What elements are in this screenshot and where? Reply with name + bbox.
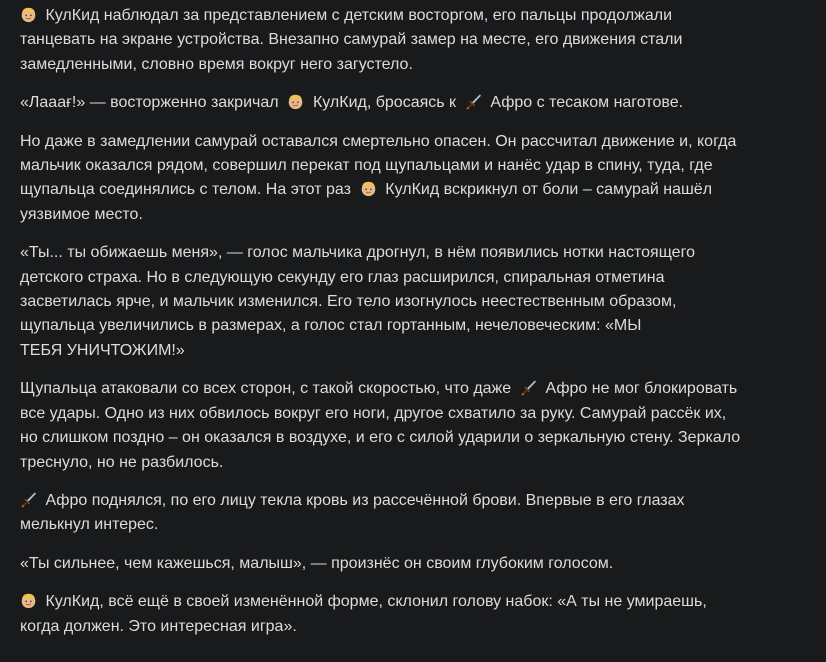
text-segment: ТЕБЯ УНИЧТОЖИМ!»: [20, 341, 185, 359]
text-line: [20, 91, 820, 115]
text-segment: Афро с тесаком наготове.: [490, 94, 684, 112]
dagger-icon: [520, 379, 537, 396]
text-segment: но слишком поздно – он оказался в воздухе, и его с силой ударили о зеркальную стену. Зеркало: [20, 429, 741, 447]
text-line: [20, 451, 820, 475]
text-segment: Афро не мог блокировать: [545, 380, 738, 398]
text-line: [20, 426, 820, 450]
text-segment: щупальца увеличились в размерах, а голос стал гортанным, нечеловеческим: «МЫ: [20, 317, 642, 335]
story-paragraph: [20, 4, 820, 77]
text-segment: КулКид, бросаясь к: [312, 94, 461, 112]
text-line: [20, 489, 820, 513]
text-line: [20, 552, 820, 576]
boy-face-icon: [360, 180, 377, 197]
text-line: [20, 4, 820, 28]
text-line: [20, 203, 820, 227]
story-paragraph: [20, 489, 820, 538]
text-segment: КулКид вскрикнул от боли – самурай нашёл: [385, 181, 713, 199]
text-segment: треснуло, но не разбилось.: [20, 453, 224, 471]
text-line: [20, 154, 820, 178]
text-line: [20, 314, 820, 338]
story-paragraph: [20, 590, 820, 639]
text-segment: мелькнул интерес.: [20, 516, 159, 534]
text-segment: все удары. Одно из них обвилось вокруг его ноги, другое схватило за руку. Самурай рассёк их,: [20, 404, 727, 422]
text-line: [20, 590, 820, 614]
text-segment: замедленными, словно время вокруг него загустело.: [20, 55, 413, 73]
text-line: [20, 290, 820, 314]
boy-face-icon: [287, 93, 304, 110]
text-line: [20, 615, 820, 639]
story-paragraph: [20, 130, 820, 228]
text-line: [20, 28, 820, 52]
text-segment: «Лааағ!» — восторженно закричал: [20, 94, 284, 112]
story-paragraph: [20, 552, 820, 576]
text-segment: щупальца соединялись с телом. На этот раз: [20, 181, 356, 199]
text-segment: Афро поднялся, по его лицу текла кровь из рассечённой брови. Впервые в его глазах: [45, 491, 685, 509]
text-segment: КулКид, всё ещё в своей изменённой форме, склонил голову набок: «А ты не умираешь,: [45, 593, 707, 611]
story-paragraph: [20, 241, 820, 363]
story-paragraph: [20, 377, 820, 475]
text-segment: Щупальца атаковали со всех сторон, с такой скоростью, что даже: [20, 380, 516, 398]
story-paragraph: [20, 91, 820, 115]
text-line: [20, 130, 820, 154]
text-line: [20, 53, 820, 77]
text-segment: засветилась ярче, и мальчик изменился. Его тело изогнулось неестественным образом,: [20, 293, 677, 311]
text-segment: Но даже в замедлении самурай оставался смертельно опасен. Он рассчитал движение и, когда: [20, 132, 737, 150]
text-segment: мальчик оказался рядом, совершил перекат под щупальцами и нанёс удар в спину, туда, где: [20, 157, 713, 175]
text-segment: детского страха. Но в следующую секунду его глаз расширился, спиральная отметина: [20, 268, 665, 286]
dagger-icon: [465, 93, 482, 110]
text-line: [20, 178, 820, 202]
text-segment: «Ты сильнее, чем кажешься, малыш», — произнёс он своим глубоким голосом.: [20, 554, 614, 572]
text-line: [20, 402, 820, 426]
text-line: [20, 377, 820, 401]
text-segment: уязвимое место.: [20, 205, 143, 223]
text-line: [20, 266, 820, 290]
dagger-icon: [20, 491, 37, 508]
text-segment: «Ты... ты обижаешь меня», — голос мальчика дрогнул, в нём появились нотки настоящего: [20, 244, 695, 262]
boy-face-icon: [20, 592, 37, 609]
boy-face-icon: [20, 6, 37, 23]
text-line: [20, 339, 820, 363]
story-document: [20, 4, 820, 653]
text-line: [20, 513, 820, 537]
text-segment: КулКид наблюдал за представлением с детским восторгом, его пальцы продолжали: [45, 7, 673, 24]
text-line: [20, 241, 820, 265]
text-segment: когда должен. Это интересная игра».: [20, 617, 297, 635]
text-segment: танцевать на экране устройства. Внезапно самурай замер на месте, его движения стали: [20, 31, 683, 49]
